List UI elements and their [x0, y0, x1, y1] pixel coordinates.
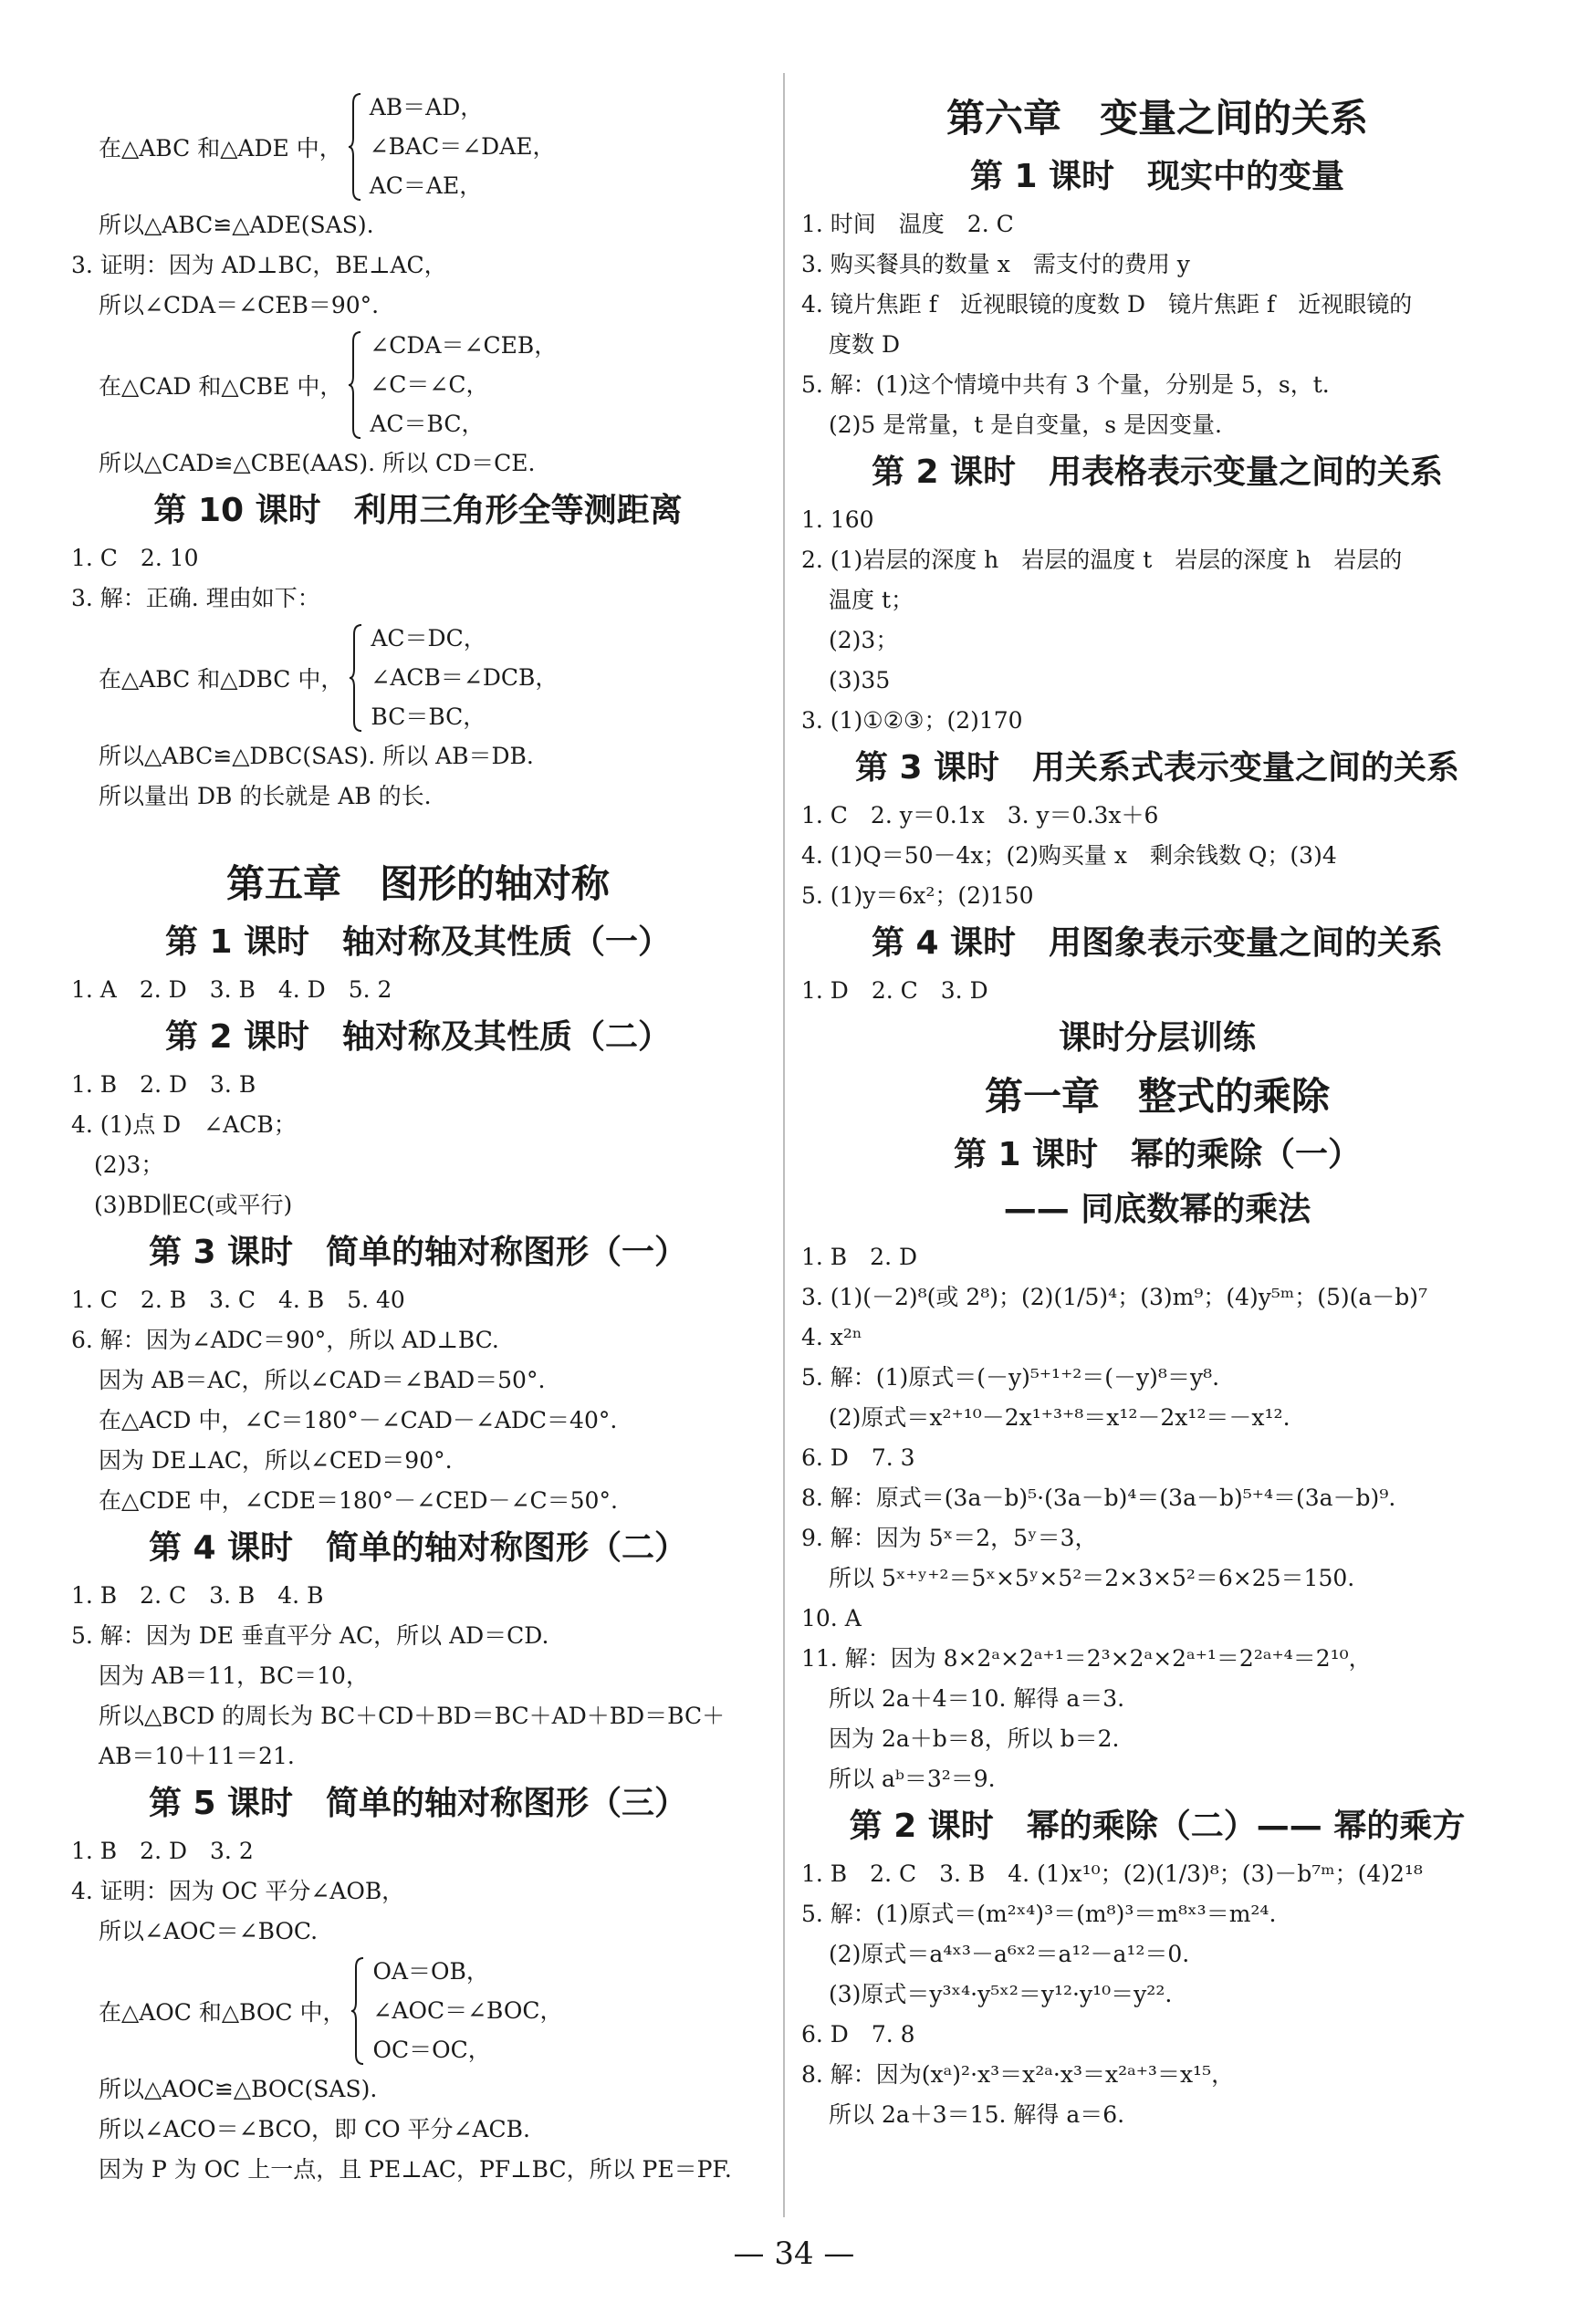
answer-line: 1. B 2. D 3. 2 — [71, 1838, 254, 1864]
answer-line: 所以 5ˣ⁺ʸ⁺²＝5ˣ×5ʸ×5²＝2×3×5²＝6×25＝150. — [829, 1565, 1355, 1591]
system-row: AB＝AD， — [369, 94, 484, 120]
answer-line: 4. (1)Q＝50－4x；(2)购买量 x 剩余钱数 Q；(3)4 — [801, 842, 1337, 869]
answer-line: 3. (1)①②③；(2)170 — [801, 707, 1023, 734]
answer-line: 1. B 2. D 3. B — [71, 1071, 256, 1098]
answer-line: 在△ACD 中，∠C＝180°－∠CAD－∠ADC＝40°. — [99, 1407, 618, 1433]
system-rows — [370, 88, 556, 205]
column-divider — [783, 73, 785, 2217]
chapter-heading: 第一章 整式的乘除 — [984, 1074, 1330, 1119]
answer-line: 5. (1)y＝6x²；(2)150 — [801, 882, 1034, 909]
left-brace — [349, 623, 363, 733]
system-row: ∠CDA＝∠CEB， — [370, 332, 558, 359]
answer-line: 因为 DE⊥AC，所以∠CED＝90°. — [99, 1447, 453, 1474]
answer-line: 10. A — [801, 1605, 862, 1631]
answer-line: 8. 解：原式＝(3a－b)⁵·(3a－b)⁴＝(3a－b)⁵⁺⁴＝(3a－b)⁹. — [801, 1485, 1396, 1511]
answer-line: 所以△ABC≌△DBC(SAS). 所以 AB＝DB. — [99, 743, 534, 769]
system-intro: 在△CAD 和△CBE 中， — [99, 372, 343, 400]
answer-line: 6. D 7. 3 — [801, 1444, 915, 1471]
answer-line: 因为 P 为 OC 上一点，且 PE⊥AC，PF⊥BC，所以 PE＝PF. — [99, 2156, 732, 2183]
system-intro: 在△AOC 和△BOC 中， — [99, 1998, 346, 2026]
answer-line: 1. B 2. D — [801, 1244, 918, 1270]
right-column — [801, 88, 1513, 2135]
answer-line: 度数 D — [829, 331, 900, 358]
equation-system — [71, 88, 765, 205]
answer-line: 所以△AOC≌△BOC(SAS). — [99, 2076, 378, 2102]
answer-line: 4. (1)点 D ∠ACB； — [71, 1111, 297, 1138]
answer-line: 1. A 2. D 3. B 4. D 5. 2 — [71, 976, 392, 1003]
system-row: AC＝DC， — [371, 625, 486, 651]
answer-line: 因为 AB＝11，BC＝10， — [99, 1662, 369, 1689]
answer-line: 1. 时间 温度 2. C — [801, 211, 1014, 237]
answer-line: 温度 t； — [829, 587, 914, 613]
answer-line: 3. 证明：因为 AD⊥BC，BE⊥AC， — [71, 252, 447, 278]
equation-system — [71, 619, 765, 736]
lesson-heading: 第 5 课时 简单的轴对称图形（三） — [148, 1785, 688, 1822]
answer-line: 所以量出 DB 的长就是 AB 的长. — [99, 783, 432, 809]
answer-line: 8. 解：因为(xᵃ)²·x³＝x²ᵃ·x³＝x²ᵃ⁺³＝x¹⁵， — [801, 2061, 1235, 2088]
system-row: OC＝OC， — [372, 2037, 491, 2063]
lesson-heading: 第 1 课时 轴对称及其性质（一） — [164, 923, 672, 961]
answer-line: 所以△BCD 的周长为 BC＋CD＋BD＝BC＋AD＋BD＝BC＋ — [99, 1703, 726, 1729]
answer-line: 4. x²ⁿ — [801, 1324, 862, 1350]
answer-line: 因为 AB＝AC，所以∠CAD＝∠BAD＝50°. — [99, 1367, 546, 1393]
answer-line: 1. B 2. C 3. B 4. B — [71, 1582, 324, 1609]
answer-line: 5. 解：(1)原式＝(－y)⁵⁺¹⁺²＝(－y)⁸＝y⁸. — [801, 1364, 1220, 1391]
answer-line: 1. C 2. 10 — [71, 545, 199, 571]
answer-line: 所以△CAD≌△CBE(AAS). 所以 CD＝CE. — [99, 450, 536, 476]
answer-line: 所以∠CDA＝∠CEB＝90°. — [99, 292, 380, 318]
answer-line: 4. 镜片焦距 f 近视眼镜的度数 D 镜片焦距 f 近视眼镜的 — [801, 291, 1413, 318]
lesson-heading: 第 4 课时 简单的轴对称图形（二） — [148, 1529, 688, 1567]
left-brace — [348, 330, 362, 440]
system-row: OA＝OB， — [372, 1958, 489, 1985]
system-rows — [372, 1952, 562, 2069]
system-row: ∠C＝∠C， — [370, 371, 489, 398]
answer-line: 2. (1)岩层的深度 h 岩层的温度 t 岩层的深度 h 岩层的 — [801, 547, 1403, 573]
answer-line: 所以 2a＋4＝10. 解得 a＝3. — [829, 1685, 1125, 1712]
lesson-heading: 第 4 课时 用图象表示变量之间的关系 — [871, 924, 1444, 962]
answer-line: 3. 解：正确. 理由如下： — [71, 585, 320, 611]
equation-system — [71, 1952, 765, 2069]
section-heading: 课时分层训练 — [1058, 1019, 1256, 1057]
answer-line: (2)原式＝a⁴ˣ³－a⁶ˣ²＝a¹²－a¹²＝0. — [829, 1941, 1190, 1967]
answer-line: 4. 证明：因为 OC 平分∠AOB， — [71, 1878, 405, 1904]
left-brace — [350, 1956, 365, 2066]
answer-line: 9. 解：因为 5ˣ＝2，5ʸ＝3， — [801, 1525, 1098, 1551]
answer-line: 11. 解：因为 8×2ᵃ×2ᵃ⁺¹＝2³×2ᵃ×2ᵃ⁺¹＝2²ᵃ⁺⁴＝2¹⁰， — [801, 1645, 1372, 1672]
lesson-heading: 第 1 课时 现实中的变量 — [969, 158, 1345, 195]
answer-line: 6. 解：因为∠ADC＝90°，所以 AD⊥BC. — [71, 1327, 499, 1353]
chapter-heading: 第六章 变量之间的关系 — [945, 96, 1368, 141]
answer-line: 所以∠ACO＝∠BCO，即 CO 平分∠ACB. — [99, 2116, 530, 2142]
answer-line: 所以 2a＋3＝15. 解得 a＝6. — [829, 2101, 1125, 2128]
answer-line: 1. 160 — [801, 506, 874, 533]
answer-line: 5. 解：因为 DE 垂直平分 AC，所以 AD＝CD. — [71, 1622, 549, 1649]
left-column — [71, 88, 765, 2190]
system-intro: 在△ABC 和△DBC 中， — [99, 665, 344, 693]
page-number: — 34 — — [733, 2235, 855, 2272]
system-row: ∠ACB＝∠DCB， — [371, 664, 559, 691]
system-row: BC＝BC， — [371, 703, 486, 730]
lesson-heading: 第 3 课时 简单的轴对称图形（一） — [148, 1234, 688, 1271]
answer-line: 所以∠AOC＝∠BOC. — [99, 1918, 319, 1944]
answer-line: (3)BD∥EC(或平行) — [71, 1192, 293, 1218]
answer-line: 5. 解：(1)这个情境中共有 3 个量，分别是 5，s，t. — [801, 371, 1330, 398]
answer-line: 1. C 2. y＝0.1x 3. y＝0.3x＋6 — [801, 802, 1159, 829]
system-row: ∠AOC＝∠BOC， — [372, 1997, 563, 2024]
answer-line: 在△CDE 中，∠CDE＝180°－∠CED－∠C＝50°. — [99, 1487, 618, 1514]
answer-line: (3)原式＝y³ˣ⁴·y⁵ˣ²＝y¹²·y¹⁰＝y²². — [829, 1981, 1173, 2007]
answer-line: 1. C 2. B 3. C 4. B 5. 40 — [71, 1287, 405, 1313]
lesson-heading: 第 2 课时 用表格表示变量之间的关系 — [871, 453, 1444, 491]
answer-line: 所以△ABC≌△ADE(SAS). — [99, 212, 374, 238]
answer-line: 1. D 2. C 3. D — [801, 977, 988, 1004]
lesson-heading: 第 3 课时 用关系式表示变量之间的关系 — [854, 749, 1460, 787]
equation-system — [71, 326, 765, 443]
system-row: AC＝BC， — [370, 411, 485, 437]
answer-line: (2)5 是常量，t 是自变量，s 是因变量. — [829, 412, 1222, 438]
system-row: AC＝AE， — [369, 172, 483, 199]
answer-line: (2)原式＝x²⁺¹⁰－2x¹⁺³⁺⁸＝x¹²－2x¹²＝－x¹². — [829, 1404, 1290, 1431]
lesson-heading: —— 同底数幂的乘法 — [1003, 1191, 1311, 1228]
answer-line: AB＝10＋11＝21. — [99, 1743, 295, 1769]
answer-line: (2)3； — [71, 1152, 164, 1178]
answer-line: 因为 2a＋b＝8，所以 b＝2. — [829, 1725, 1120, 1752]
system-rows — [370, 326, 557, 443]
left-brace — [348, 92, 362, 202]
answer-line: 6. D 7. 8 — [801, 2021, 915, 2048]
answer-line: 所以 aᵇ＝3²＝9. — [829, 1766, 996, 1792]
answer-line: 3. 购买餐具的数量 x 需支付的费用 y — [801, 251, 1190, 277]
system-row: ∠BAC＝∠DAE， — [369, 133, 556, 160]
system-rows — [371, 619, 558, 736]
lesson-heading: 第 2 课时 轴对称及其性质（二） — [164, 1018, 672, 1056]
chapter-heading: 第五章 图形的轴对称 — [225, 861, 610, 906]
system-intro: 在△ABC 和△ADE 中， — [99, 134, 342, 162]
answer-line: (2)3； — [829, 627, 899, 653]
lesson-heading: 第 10 课时 利用三角形全等测距离 — [153, 492, 683, 529]
answer-line: (3)35 — [829, 667, 891, 693]
lesson-heading: 第 2 课时 幂的乘除（二）—— 幂的乘方 — [849, 1808, 1466, 1845]
answer-line: 3. (1)(－2)⁸(或 2⁸)；(2)(1/5)⁴；(3)m⁹；(4)y⁵ᵐ；(5)(a－b)⁷ — [801, 1284, 1428, 1310]
answer-line: 1. B 2. C 3. B 4. (1)x¹⁰；(2)(1/3)⁸；(3)－b⁷ᵐ；(4)2¹⁸ — [801, 1860, 1423, 1887]
answer-line: 5. 解：(1)原式＝(m²ˣ⁴)³＝(m⁸)³＝m⁸ˣ³＝m²⁴. — [801, 1901, 1277, 1927]
lesson-heading: 第 1 课时 幂的乘除（一） — [953, 1136, 1362, 1173]
